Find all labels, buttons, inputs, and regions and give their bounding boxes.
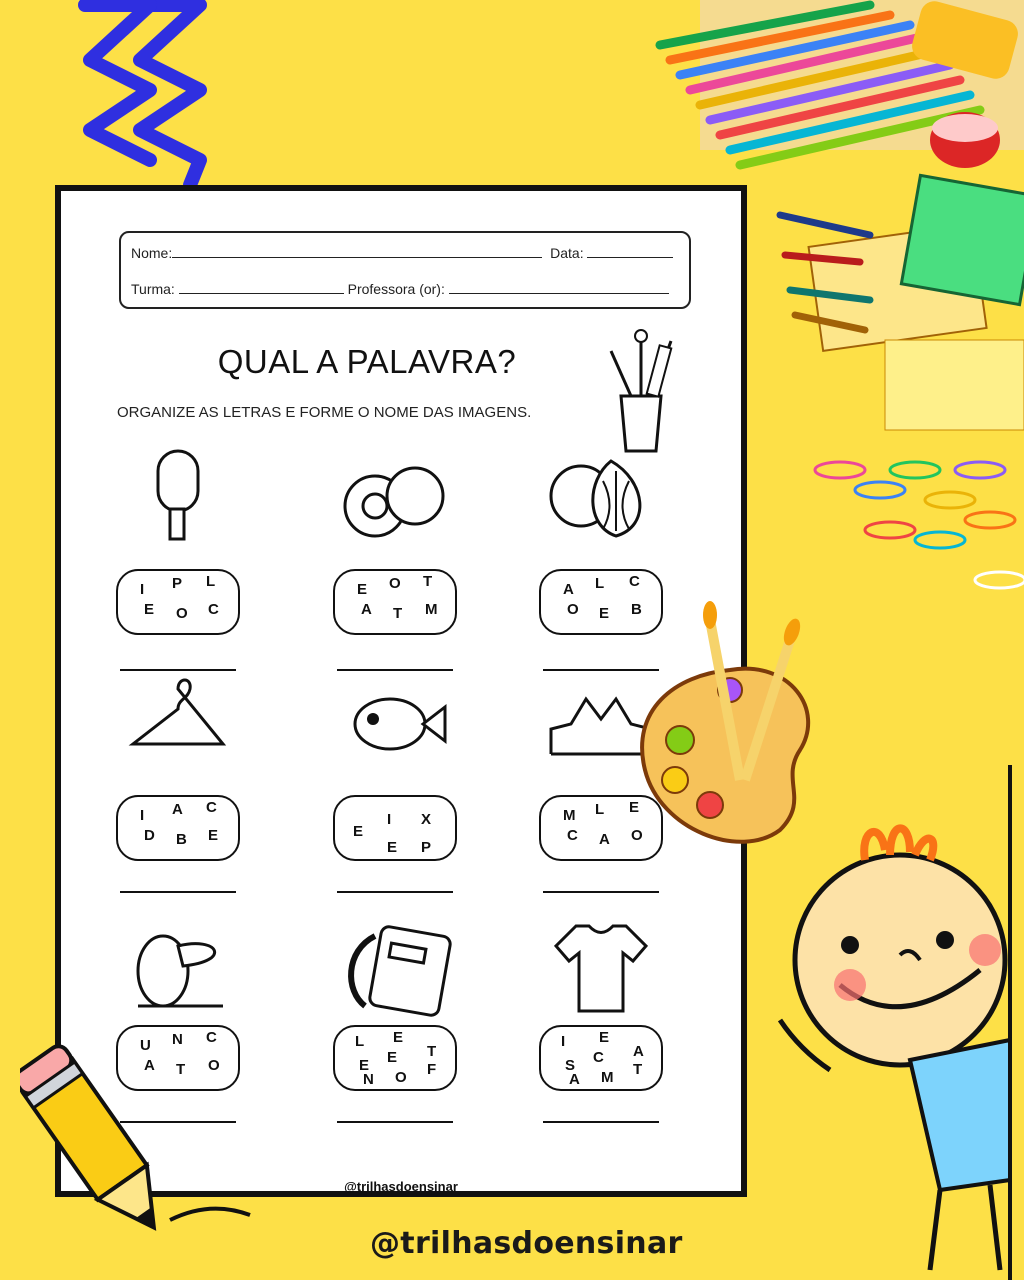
scrambled-letter: L: [206, 573, 216, 590]
telephone-icon: [335, 911, 455, 1021]
scrambled-letter: C: [629, 573, 640, 590]
scrambled-letter: E: [357, 581, 368, 598]
scrambled-letter: I: [140, 581, 145, 598]
scrambled-letter: E: [629, 799, 640, 816]
scrambled-letter: S: [565, 1057, 576, 1074]
scrambled-letter: I: [140, 807, 145, 824]
scrambled-letter: C: [208, 601, 219, 618]
scrambled-letter: E: [359, 1057, 370, 1074]
header-line-1: [131, 245, 673, 261]
scrambled-letter: T: [633, 1061, 643, 1078]
answer-line[interactable]: [120, 891, 236, 893]
pencil-cup-icon: [591, 326, 691, 456]
onion-icon: [541, 441, 661, 551]
scrambled-letter: E: [387, 1049, 398, 1066]
scrambled-letter: A: [563, 581, 574, 598]
scrambled-letters-box: [333, 569, 457, 635]
answer-line[interactable]: [543, 891, 659, 893]
nome-blank[interactable]: [172, 257, 542, 258]
professora-blank[interactable]: [449, 293, 669, 294]
scrambled-letter: P: [421, 839, 432, 856]
scrambled-letters-box: [116, 569, 240, 635]
pencil-decoration: [20, 1020, 280, 1240]
scrambled-letter: U: [140, 1037, 151, 1054]
scrambled-letter: A: [172, 801, 183, 818]
scrambled-letter: L: [595, 801, 605, 818]
turma-label: Turma:: [131, 281, 175, 297]
tomato-icon: [335, 441, 455, 551]
data-blank[interactable]: [587, 257, 673, 258]
turma-blank[interactable]: [179, 293, 344, 294]
scrambled-letter: M: [563, 807, 576, 824]
scrambled-letter: X: [421, 811, 432, 828]
data-label: Data:: [550, 245, 584, 261]
scrambled-letter: A: [361, 601, 372, 618]
scrambled-letter: P: [172, 575, 183, 592]
scrambled-letter: A: [144, 1057, 155, 1074]
fish-icon: [335, 669, 455, 779]
scrambled-letter: A: [569, 1071, 580, 1088]
scrambled-letter: T: [427, 1043, 437, 1060]
scrambled-letter: O: [176, 605, 188, 622]
scrambled-letter: M: [601, 1069, 614, 1086]
scrambled-letter: L: [355, 1033, 365, 1050]
zigzag-decoration: [70, 0, 260, 190]
professora-label: Professora (or):: [347, 281, 445, 297]
scrambled-letter: B: [631, 601, 642, 618]
scrambled-letters-box: [333, 795, 457, 861]
scrambled-letter: F: [427, 1061, 437, 1078]
instruction-text: ORGANIZE AS LETRAS E FORME O NOME DAS IMAGENS.: [117, 404, 532, 421]
scrambled-letter: O: [395, 1069, 407, 1086]
scrambled-letters-box: [333, 1025, 457, 1091]
cartoon-boy-decoration: [760, 760, 1024, 1280]
scrambled-letter: N: [363, 1071, 374, 1088]
popsicle-icon: [118, 441, 238, 551]
scrambled-letter: N: [172, 1031, 183, 1048]
scrambled-letter: L: [595, 575, 605, 592]
scrambled-letter: C: [206, 799, 217, 816]
scrambled-letter: D: [144, 827, 155, 844]
scrambled-letter: A: [633, 1043, 644, 1060]
scrambled-letter: O: [567, 601, 579, 618]
scrambled-letter: E: [599, 605, 610, 622]
scrambled-letter: O: [631, 827, 643, 844]
scrambled-letter: E: [387, 839, 398, 856]
scrambled-letter: E: [353, 823, 364, 840]
page-title: QUAL A PALAVRA?: [217, 343, 517, 380]
scrambled-letter: B: [176, 831, 187, 848]
hanger-icon: [118, 669, 238, 779]
scrambled-letter: T: [423, 573, 433, 590]
scrambled-letter: T: [176, 1061, 186, 1078]
header-line-2: [131, 281, 669, 297]
scrambled-letter: I: [561, 1033, 566, 1050]
scrambled-letter: E: [208, 827, 219, 844]
toucan-icon: [118, 911, 238, 1021]
scrambled-letter: M: [425, 601, 438, 618]
answer-line[interactable]: [543, 1121, 659, 1123]
scrambled-letters-box: [116, 795, 240, 861]
scrambled-letter: C: [593, 1049, 604, 1066]
scrambled-letters-box: [539, 1025, 663, 1091]
scrambled-letter: E: [393, 1029, 404, 1046]
social-handle: @trilhasdoensinar: [370, 1226, 683, 1261]
scrambled-letter: C: [567, 827, 578, 844]
scrambled-letter: E: [599, 1029, 610, 1046]
scrambled-letter: I: [387, 811, 392, 828]
tshirt-icon: [541, 911, 661, 1021]
scrambled-letter: O: [389, 575, 401, 592]
answer-line[interactable]: [337, 891, 453, 893]
nome-label: Nome:: [131, 245, 173, 261]
scrambled-letter: A: [599, 831, 610, 848]
scrambled-letter: T: [393, 605, 403, 622]
scrambled-letter: C: [206, 1029, 217, 1046]
answer-line[interactable]: [337, 1121, 453, 1123]
scrambled-letter: O: [208, 1057, 220, 1074]
scrambled-letter: E: [144, 601, 155, 618]
sheet-footer: @trilhasdoensinar: [344, 1179, 458, 1194]
student-info-box: [119, 231, 691, 309]
